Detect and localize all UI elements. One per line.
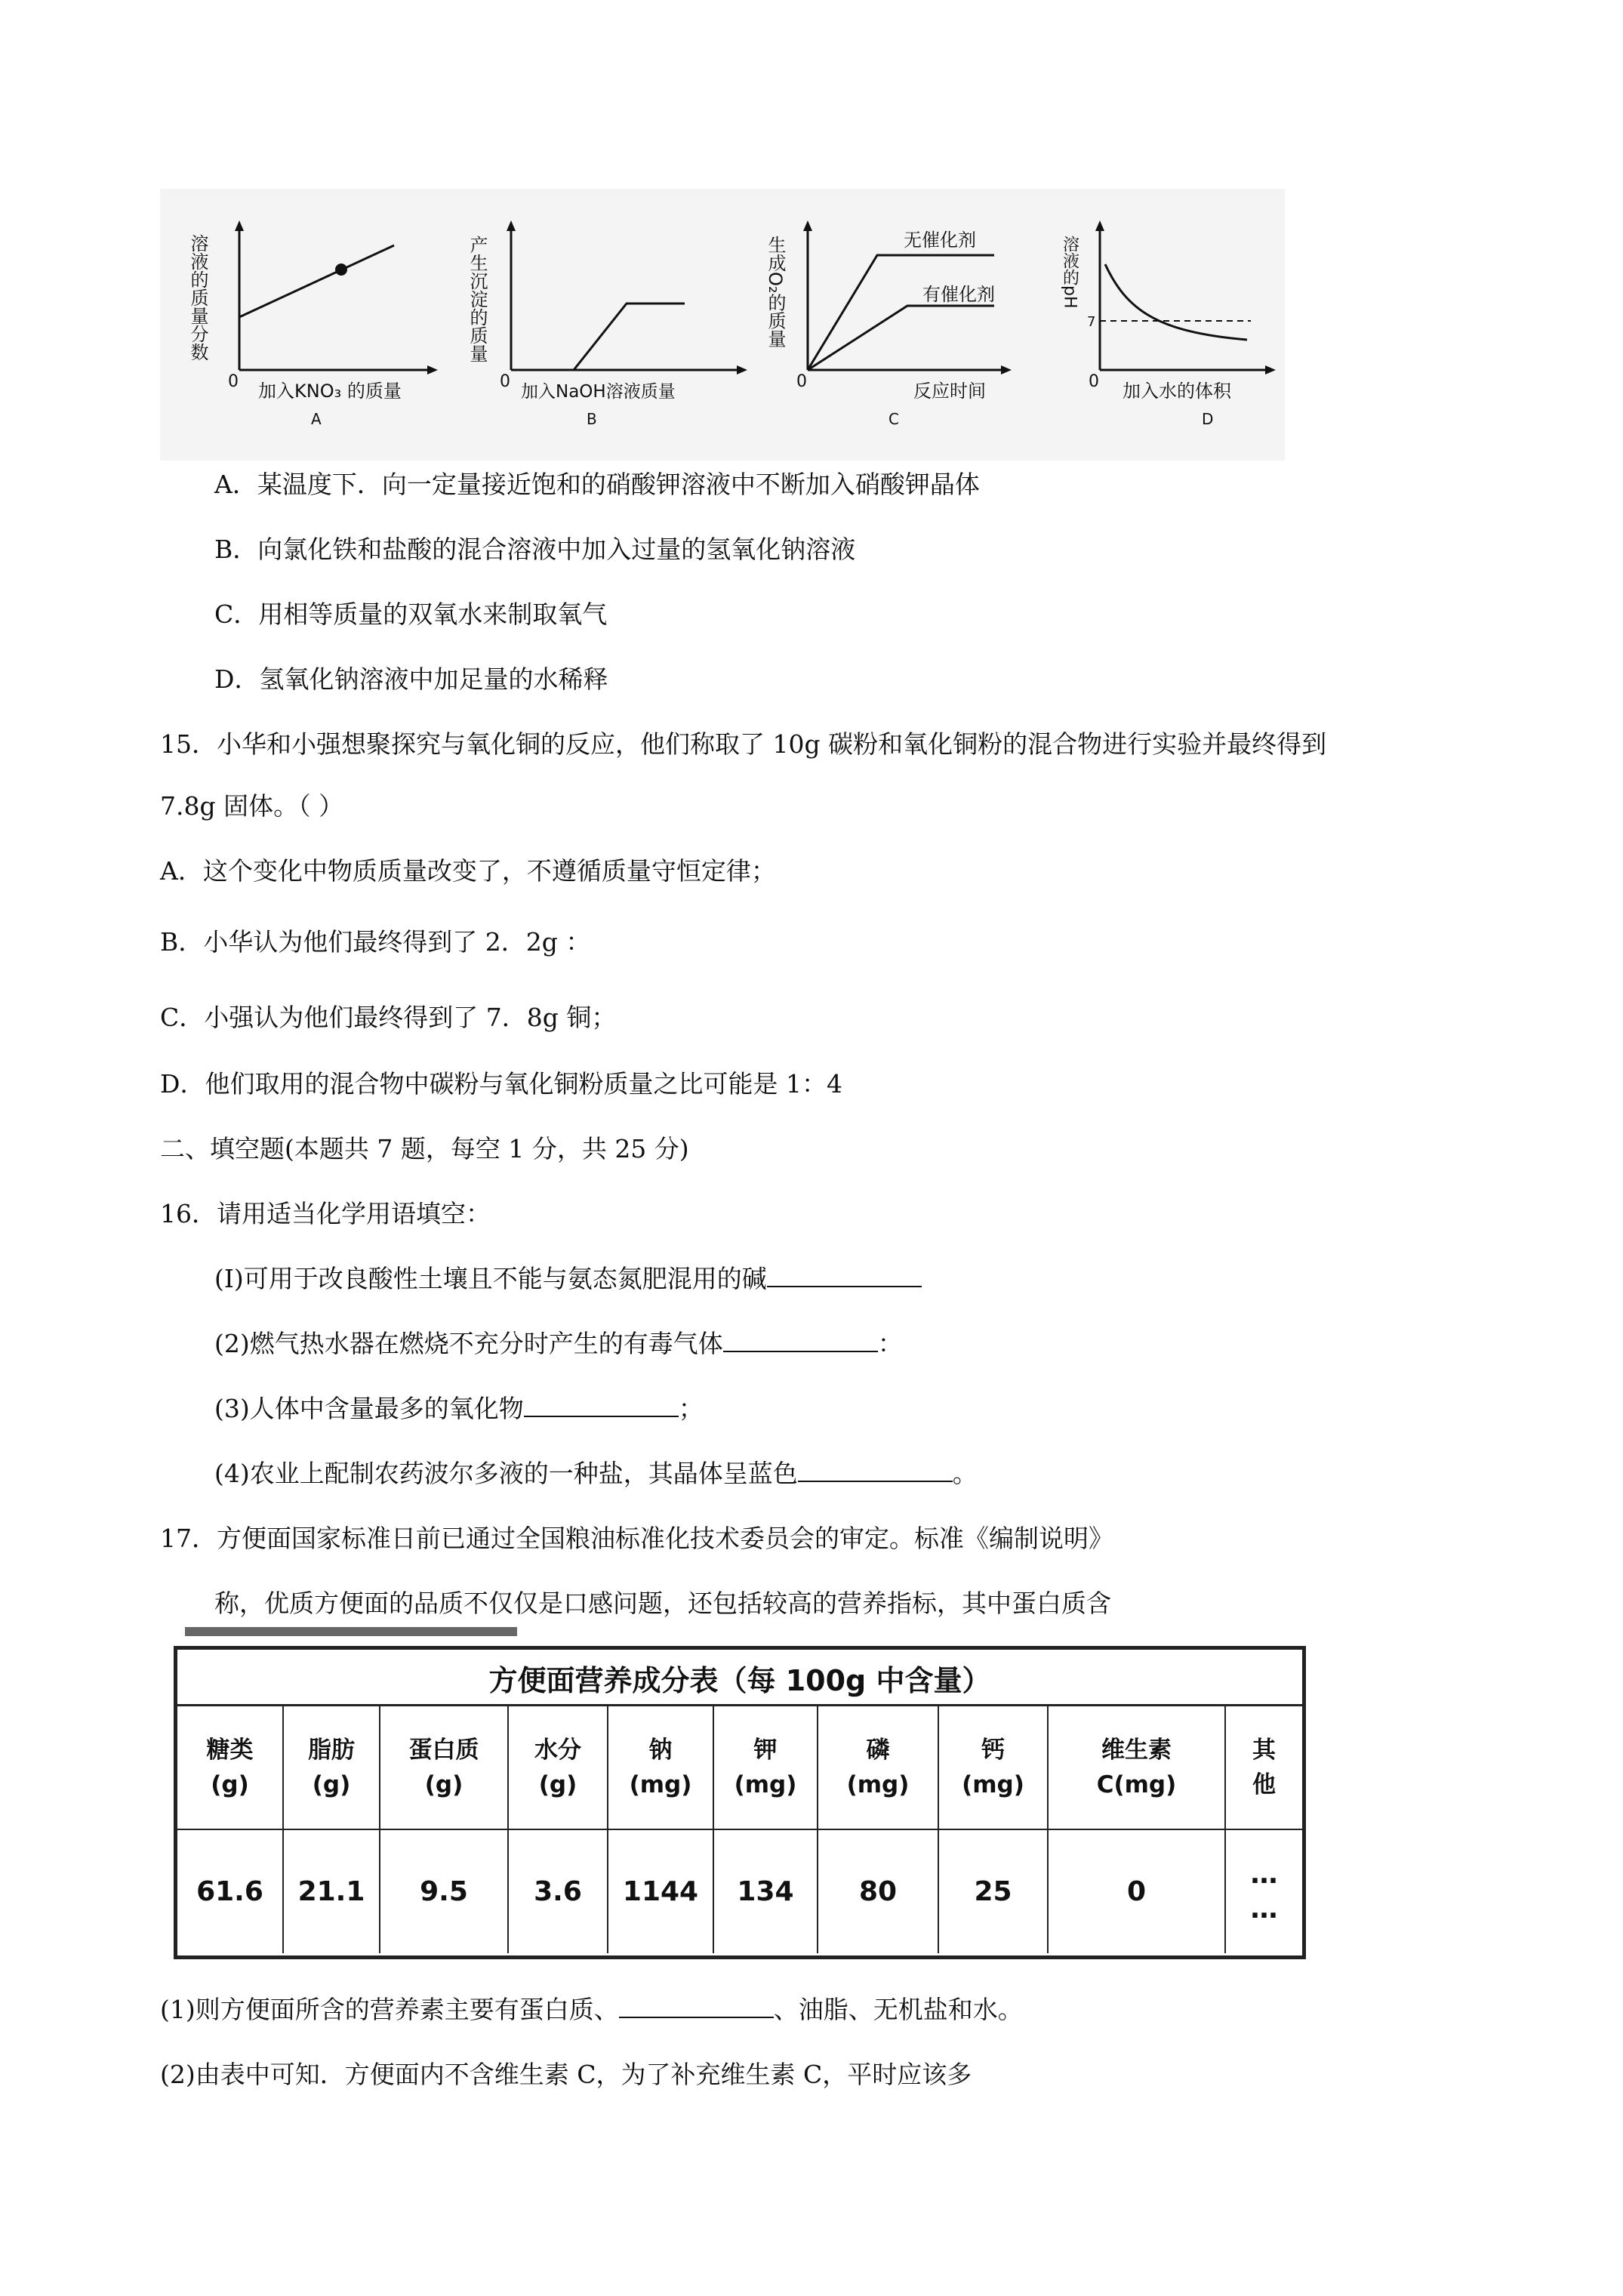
header-name: 水分 xyxy=(534,1736,581,1764)
value-cell: 1144 xyxy=(608,1829,713,1953)
header-cell xyxy=(1048,1706,1225,1829)
graph-d-origin: 0 xyxy=(1089,372,1099,391)
table-value-row xyxy=(177,1829,1302,1953)
q16-item-2-end: ： xyxy=(877,1329,903,1358)
graph-a-letter: A xyxy=(311,410,322,428)
graph-d-xlabel: 加入水的体积 xyxy=(1123,381,1231,402)
graph-d-ylabel: 溶液的pH xyxy=(1060,236,1079,309)
graph-c-curve1: 无催化剂 xyxy=(904,230,976,251)
header-cell xyxy=(283,1706,380,1829)
header-unit: (mg) xyxy=(734,1771,797,1798)
header-unit: (mg) xyxy=(962,1771,1024,1798)
graph-a-ylabel: 溶液的质量分数 xyxy=(187,234,208,361)
header-name: 磷 xyxy=(866,1736,890,1764)
value-cell: 9.5 xyxy=(380,1829,508,1953)
header-cell xyxy=(938,1706,1048,1829)
graph-c-ylabel: 生成O₂的质量 xyxy=(765,236,786,348)
header-unit: (g) xyxy=(312,1771,351,1798)
nutrition-grid xyxy=(177,1706,1302,1953)
header-cell xyxy=(1225,1706,1302,1829)
nutrition-table xyxy=(174,1646,1306,1959)
value-cell: 61.6 xyxy=(177,1829,283,1953)
graph-c-letter: C xyxy=(888,410,899,428)
graph-b-xlabel: 加入NaOH溶液质量 xyxy=(521,382,676,402)
q17-stem-line1: 17．方便面国家标准日前已通过全国粮油标准化技术委员会的审定。标准《编制说明》 xyxy=(160,1524,1113,1553)
q17-sub-1-text-a: (1)则方便面所含的营养素主要有蛋白质、 xyxy=(160,1995,619,2024)
header-name: 脂肪 xyxy=(308,1736,355,1764)
q16-item-4-text: (4)农业上配制农药波尔多液的一种盐，其晶体呈蓝色 xyxy=(214,1459,798,1488)
q15-option-b: B．小华认为他们最终得到了 2．2g ： xyxy=(160,927,591,957)
q16-item-1 xyxy=(214,1262,922,1296)
q17-sub-1 xyxy=(160,1993,1023,2026)
header-name: 蛋白质 xyxy=(408,1736,479,1764)
header-name: 维生素 xyxy=(1101,1736,1172,1764)
graph-c-curve2: 有催化剂 xyxy=(922,284,995,305)
q15-option-a: A．这个变化中物质质量改变了，不遵循质量守恒定律； xyxy=(160,856,776,886)
q15-option-d: D．他们取用的混合物中碳粉与氧化铜粉质量之比可能是 1：4 xyxy=(160,1069,842,1099)
section-heading: 二、填空题(本题共 7 题，每空 1 分，共 25 分) xyxy=(160,1134,689,1163)
q14-option-d: D．氢氧化钠溶液中加足量的水稀释 xyxy=(214,664,608,694)
q16-item-4-end: 。 xyxy=(952,1459,978,1488)
graph-c-xlabel: 反应时间 xyxy=(913,381,986,402)
header-unit: C(mg) xyxy=(1096,1771,1177,1798)
q14-option-c: C．用相等质量的双氧水来制取氧气 xyxy=(214,599,608,629)
header-cell xyxy=(818,1706,938,1829)
header-name: 钠 xyxy=(648,1736,673,1764)
nutrition-table-title: 方便面营养成分表（每 100g 中含量） xyxy=(488,1664,991,1697)
graph-d-letter: D xyxy=(1202,410,1214,428)
header-unit: (g) xyxy=(211,1771,249,1798)
q16-item-4 xyxy=(214,1457,978,1490)
q17-sub-1-blank[interactable] xyxy=(619,1994,774,2018)
header-unit: (g) xyxy=(424,1771,463,1798)
q16-item-3 xyxy=(214,1392,704,1425)
other-value-extra: … xyxy=(1250,1893,1278,1925)
q15-stem-line2: 7.8g 固体。（ ） xyxy=(160,791,344,821)
q15-stem-line1: 15．小华和小强想聚探究与氧化铜的反应，他们称取了 10g 碳粉和氧化铜粉的混合物进行实验并最终得到 xyxy=(160,729,1327,759)
q16-item-2 xyxy=(214,1327,903,1361)
q16-stem: 16．请用适当化学用语填空： xyxy=(160,1199,491,1228)
q14-option-b: B．向氯化铁和盐酸的混合溶液中加入过量的氢氧化钠溶液 xyxy=(214,535,856,564)
header-name: 钙 xyxy=(981,1736,1005,1764)
header-unit: (mg) xyxy=(846,1771,910,1798)
graph-b-ylabel: 产生沉淀的质量 xyxy=(467,236,488,362)
header-name: 钾 xyxy=(753,1736,778,1764)
graph-c-origin: 0 xyxy=(796,372,807,391)
header-cell xyxy=(177,1706,283,1829)
value-cell-other xyxy=(1225,1829,1302,1953)
graph-d-ytick: 7 xyxy=(1087,314,1096,330)
q16-item-2-text: (2)燃气热水器在燃烧不充分时产生的有毒气体 xyxy=(214,1329,723,1358)
value-cell: 134 xyxy=(713,1829,818,1953)
q17-stem-line2: 称，优质方便面的品质不仅仅是口感问题，还包括较高的营养指标，其中蛋白质含 xyxy=(214,1589,1111,1618)
value-cell: 21.1 xyxy=(283,1829,380,1953)
header-cell xyxy=(713,1706,818,1829)
q16-item-1-blank[interactable] xyxy=(767,1263,922,1287)
header-name: 其 xyxy=(1252,1736,1276,1764)
q17-sub-1-text-b: 、油脂、无机盐和水。 xyxy=(773,1995,1023,2024)
other-value: … xyxy=(1250,1858,1278,1890)
scan-artifact xyxy=(185,1627,517,1636)
header-name: 糖类 xyxy=(206,1736,254,1764)
value-cell: 0 xyxy=(1048,1829,1225,1953)
header-unit: (g) xyxy=(538,1771,577,1798)
q16-item-2-blank[interactable] xyxy=(723,1328,878,1352)
q16-item-3-end: ； xyxy=(678,1394,704,1423)
table-header-row xyxy=(177,1706,1302,1829)
q16-item-3-text: (3)人体中含量最多的氧化物 xyxy=(214,1394,524,1423)
graph-b-letter: B xyxy=(587,410,597,428)
q16-item-1-text: (I)可用于改良酸性土壤且不能与氨态氮肥混用的碱 xyxy=(214,1264,767,1293)
q16-item-4-blank[interactable] xyxy=(798,1458,953,1482)
value-cell: 25 xyxy=(938,1829,1048,1953)
q16-item-3-blank[interactable] xyxy=(524,1393,679,1417)
header-cell xyxy=(380,1706,508,1829)
header-cell xyxy=(508,1706,608,1829)
value-cell: 80 xyxy=(818,1829,938,1953)
q15-option-c: C．小强认为他们最终得到了 7．8g 铜； xyxy=(160,1003,617,1032)
q17-sub-2: (2)由表中可知．方便面内不含维生素 C，为了补充维生素 C，平时应该多 xyxy=(160,2060,972,2089)
q14-option-a: A．某温度下．向一定量接近饱和的硝酸钾溶液中不断加入硝酸钾晶体 xyxy=(214,470,980,499)
graphs-figure xyxy=(160,189,1285,461)
value-cell: 3.6 xyxy=(508,1829,608,1953)
graph-a-xlabel: 加入KNO₃ 的质量 xyxy=(258,381,402,402)
header-unit: 他 xyxy=(1252,1771,1276,1798)
graph-b-origin: 0 xyxy=(500,372,510,391)
header-unit: (mg) xyxy=(629,1771,692,1798)
graph-a-origin: 0 xyxy=(228,372,239,391)
header-cell xyxy=(608,1706,713,1829)
